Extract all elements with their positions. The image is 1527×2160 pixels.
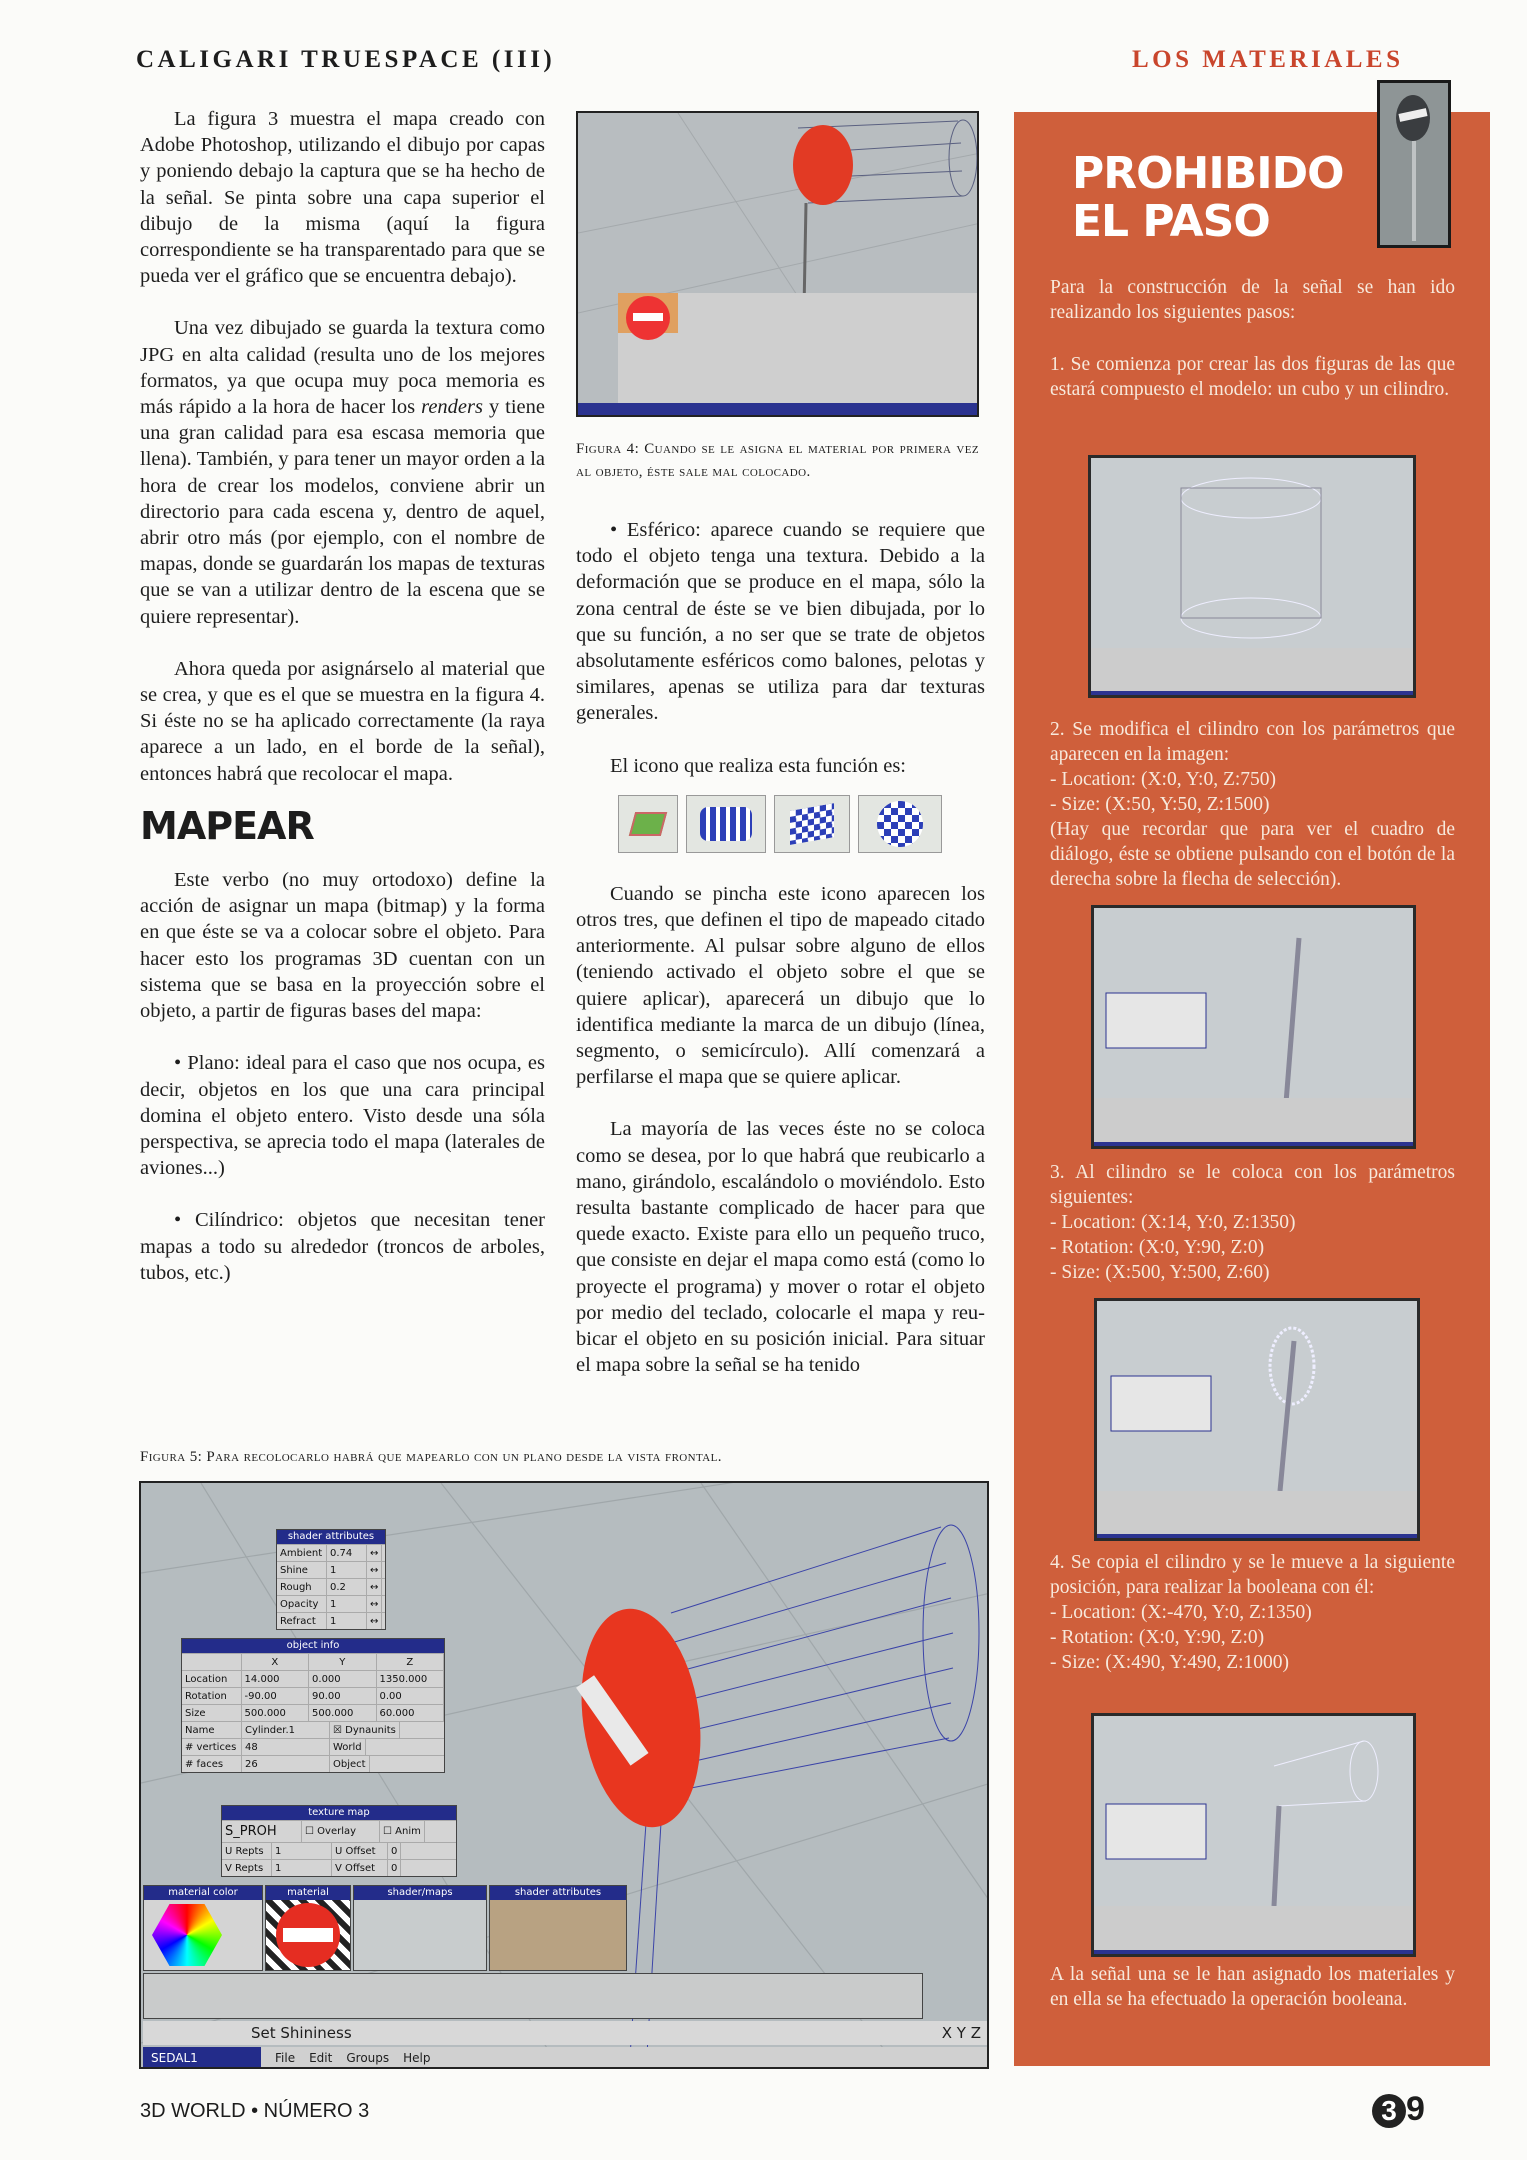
- v-repts-label: V Repts: [222, 1860, 272, 1876]
- refract-value[interactable]: 1: [327, 1613, 367, 1629]
- size-x[interactable]: 500.000: [242, 1705, 309, 1721]
- faces-value: 26: [242, 1756, 330, 1772]
- sidebar-title: [1072, 150, 1344, 246]
- figure-4-image: [576, 111, 979, 417]
- menu-help[interactable]: Help: [403, 2051, 431, 2065]
- sidebar-step-4: [1050, 1550, 1455, 1675]
- paragraph: [140, 315, 545, 629]
- mapping-icons: [618, 795, 985, 853]
- page-number: [1372, 2090, 1425, 2129]
- object-label: Object: [330, 1756, 370, 1772]
- step-param: - Location: (X:-470, Y:0, Z:1350): [1050, 1602, 1312, 1623]
- menu-groups[interactable]: Groups: [346, 2051, 390, 2065]
- name-label: Name: [182, 1722, 242, 1738]
- page-number-circled-digit: 3: [1372, 2094, 1406, 2128]
- sidebar-figure-2: [1091, 905, 1416, 1149]
- anim-label: Anim: [395, 1826, 421, 1837]
- material-panel: [265, 1885, 351, 1971]
- shader-attributes-swatches: [489, 1885, 627, 1971]
- slider-icon[interactable]: ↔: [367, 1579, 382, 1595]
- slider-icon[interactable]: ↔: [367, 1545, 382, 1561]
- cube-map-icon[interactable]: [774, 795, 850, 853]
- bullet-cilindrico: • Cilíndrico: objetos que necesitan tener mapas a todo su alrededor (troncos de arboles, tubos, etc.): [140, 1209, 545, 1284]
- section-heading: MAPEAR: [140, 803, 314, 848]
- toolbar[interactable]: [143, 1973, 923, 2019]
- panel-title: shader/maps: [354, 1886, 486, 1900]
- rotation-label: Rotation: [182, 1688, 242, 1704]
- title-line: EL PASO: [1072, 196, 1270, 247]
- object-info-panel: [181, 1638, 445, 1773]
- col-y: Y: [309, 1654, 376, 1670]
- size-z[interactable]: 60.000: [377, 1705, 444, 1721]
- paragraph: La mayoría de las veces éste no se coloca como se desea, por lo que habrá que reubicarlo a mano, girándolo, escalándolo o moviéndolo. Esto resulta bastante complicado de hacer para que quede exacto. Existe para ello un pequeño truco, que consiste en dejar el mapa como está (como lo proyecte el programa) y mover o rotar el objeto por medio del teclado, colocarle el mapa y reubicar el objeto en su posición inicial. Para situar el mapa sobre la señal se ha tenido: [576, 1118, 985, 1377]
- paragraph: Ahora queda por asignárselo al material que se crea, y que es el que se muestra en la figura 4. Si éste no se ha aplicado correctamente (la raya aparece a un lado, en el borde de la señal), entonces habrá que recolocar el mapa.: [140, 657, 545, 785]
- paragraph: El icono que realiza esta función es:: [610, 754, 906, 777]
- axis-toggle[interactable]: X Y Z: [941, 2024, 981, 2042]
- title-line: PROHIBIDO: [1072, 148, 1344, 199]
- overlay-label: Overlay: [317, 1826, 357, 1837]
- menu-edit[interactable]: Edit: [309, 2051, 333, 2065]
- slider-icon[interactable]: ↔: [367, 1562, 382, 1578]
- overlay-checkbox[interactable]: ☐ Overlay: [302, 1821, 380, 1842]
- paragraph: La figura 3 muestra el mapa creado con Adobe Photoshop, utilizando el dibujo por capas y poniendo debajo la captura que se ha hecho de la señal. Se pinta sobre una capa superior el dibujo de la misma (aquí la figura correspondiente se ha transparentado para que se pueda ver el gráfico que se encuentra debajo).: [140, 108, 545, 288]
- panel-title: shader attributes: [277, 1530, 385, 1544]
- location-label: Location: [182, 1671, 242, 1687]
- menu-bar: [143, 2047, 987, 2069]
- step-text: 4. Se copia el cilindro y se le mueve a la siguiente posición, para realizar la booleana con él:: [1050, 1552, 1455, 1598]
- status-text: Set Shininess: [251, 2024, 352, 2042]
- vertices-value: 48: [242, 1739, 330, 1755]
- dynaunits-label: Dynaunits: [345, 1725, 396, 1736]
- panel-title: texture map: [222, 1806, 456, 1820]
- emphasis: renders: [421, 396, 483, 419]
- plane-map-icon[interactable]: [618, 795, 678, 853]
- shine-label: Shine: [277, 1562, 327, 1578]
- step-param: - Location: (X:0, Y:0, Z:750): [1050, 769, 1277, 790]
- middle-column: [576, 517, 985, 1404]
- u-repts-label: U Repts: [222, 1843, 272, 1859]
- step-param: - Size: (X:500, Y:500, Z:60): [1050, 1262, 1270, 1283]
- rotation-x[interactable]: -90.00: [242, 1688, 309, 1704]
- rotation-y[interactable]: 90.00: [309, 1688, 376, 1704]
- sidebar-outro: A la señal una se le han asignado los materiales y en ella se ha efectuado la operación booleana.: [1050, 1964, 1455, 2010]
- opacity-label: Opacity: [277, 1596, 327, 1612]
- paragraph: Cuando se pincha este icono aparecen los otros tres, que definen el tipo de mapeado citado anteriormente. Al pulsar sobre alguno de ellos (teniendo activado el objeto sobre el que se quiere aplicar), aparecerá un dibujo que lo identifica mediante la marca de un dibujo (línea, segmento, o semicírculo). Allí comenzará a perfilarse el mapa que se quiere aplicar.: [576, 882, 985, 1089]
- col-z: Z: [377, 1654, 444, 1670]
- v-offset-label: V Offset: [332, 1860, 388, 1876]
- sidebar-figure-1: [1088, 455, 1416, 698]
- step-text: 3. Al cilindro se le coloca con los parámetros siguientes:: [1050, 1162, 1455, 1208]
- u-offset-label: U Offset: [332, 1843, 388, 1859]
- shine-value[interactable]: 1: [327, 1562, 367, 1578]
- color-wheel[interactable]: [152, 1904, 222, 1966]
- size-y[interactable]: 500.000: [309, 1705, 376, 1721]
- figure-4-caption: Figura 4: Cuando se le asigna el material por primera vez al objeto, éste sale mal colocado.: [576, 441, 979, 480]
- u-repts-value[interactable]: 1: [272, 1843, 332, 1859]
- material-color-panel: [143, 1885, 263, 1971]
- footer-magazine: 3D WORLD • NÚMERO 3: [140, 2100, 370, 2122]
- ambient-value[interactable]: 0.74: [327, 1545, 367, 1561]
- shader-maps-panel: [353, 1885, 487, 1971]
- sidebar-figure-3: [1094, 1298, 1420, 1541]
- location-x[interactable]: 14.000: [242, 1671, 309, 1687]
- figure-5-caption: Figura 5: Para recolocarlo habrá que mapearlo con un plano desde la vista frontal.: [140, 1449, 722, 1465]
- figure-5-image: [139, 1481, 989, 2069]
- v-repts-value[interactable]: 1: [272, 1860, 332, 1876]
- text: y tiene una gran calidad para esa escasa memoria que llena). También, y para tener un mayor orden a la hora de crear los modelos, conviene abrir un directorio para cada escena y, dentro de aquel, abrir otro más (por ejemplo, con el nombre de mapas, donde se guardarán los mapas de texturas que se van a utilizar dentro de la escena que se quiere representar).: [140, 396, 546, 628]
- paragraph: Este verbo (no muy ortodoxo) define la acción de asignar un mapa (bitmap) y la forma en que éste se va a colocar sobre el objeto. Para hacer esto los programas 3D cuentan con un sistema que se basa en la proyección sobre el objeto, a partir de figuras bases del mapa:: [140, 869, 545, 1023]
- dynaunits-checkbox[interactable]: ☒ Dynaunits: [330, 1722, 400, 1738]
- sign-thumbnail: [1377, 80, 1451, 248]
- text: Una vez dibujado se guarda la textura como JPG en alta calidad (resulta uno de los mejores formatos, ya que ocupa muy poca memoria es más rápido a la hora de hacer los: [140, 317, 545, 419]
- size-label: Size: [182, 1705, 242, 1721]
- texture-name[interactable]: S_PROH: [222, 1821, 302, 1842]
- ambient-label: Ambient: [277, 1545, 327, 1561]
- panel-title: material color: [144, 1886, 262, 1900]
- panel-title: shader attributes: [490, 1886, 626, 1900]
- rough-value[interactable]: 0.2: [327, 1579, 367, 1595]
- sidebar-step-3: [1050, 1160, 1455, 1285]
- step-param: - Location: (X:14, Y:0, Z:1350): [1050, 1212, 1296, 1233]
- panel-title: object info: [182, 1639, 444, 1653]
- running-header-section: LOS MATERIALES: [1132, 46, 1404, 73]
- step-text: 2. Se modifica el cilindro con los parámetros que aparecen en la imagen:: [1050, 719, 1455, 765]
- bullet-esferico: • Esférico: aparece cuando se requiere que todo el objeto tenga una textura. Debido a la deformación que se produce en el mapa, sólo la zona central de éste se ve bien dibujada, por lo que su función, a no ser que se trate de objetos absolutamente esféricos como balones, pelotas y similares, apenas se utiliza para dar texturas generales.: [576, 519, 985, 725]
- sidebar-figure-4: [1091, 1713, 1416, 1957]
- vertices-label: # vertices: [182, 1739, 242, 1755]
- cylinder-map-icon[interactable]: [686, 795, 766, 853]
- texture-map-panel: [221, 1805, 457, 1877]
- rotation-z[interactable]: 0.00: [377, 1688, 444, 1704]
- refract-label: Refract: [277, 1613, 327, 1629]
- location-y[interactable]: 0.000: [309, 1671, 376, 1687]
- sidebar-step-2: [1050, 717, 1455, 892]
- step-param: - Rotation: (X:0, Y:90, Z:0): [1050, 1627, 1265, 1648]
- slider-icon[interactable]: ↔: [367, 1596, 382, 1612]
- rough-label: Rough: [277, 1579, 327, 1595]
- slider-icon[interactable]: ↔: [367, 1613, 382, 1629]
- sphere-map-icon[interactable]: [858, 795, 942, 853]
- shader-attributes-panel: [276, 1529, 386, 1630]
- u-offset-value[interactable]: 0: [388, 1843, 401, 1859]
- material-preview[interactable]: [276, 1903, 340, 1967]
- bullet-plano: • Plano: ideal para el caso que nos ocupa, es decir, objetos en los que una cara principal domina el objeto entero. Visto desde una sóla perspectiva, se aprecia todo el mapa (laterales de aviones...): [140, 1052, 545, 1180]
- step-note: (Hay que recordar que para ver el cuadro de diálogo, éste se obtiene pulsando con el botón de la derecha sobre la flecha de selección).: [1050, 819, 1455, 890]
- faces-label: # faces: [182, 1756, 242, 1772]
- page-number-digit: 9: [1406, 2090, 1425, 2128]
- scene-name: SEDAL1: [143, 2047, 261, 2069]
- sidebar-step-1: 1. Se comienza por crear las dos figuras de las que estará compuesto el modelo: un cubo y un cilindro.: [1050, 354, 1455, 400]
- running-header-title: CALIGARI TRUESPACE (III): [136, 46, 556, 73]
- step-param: - Rotation: (X:0, Y:90, Z:0): [1050, 1237, 1265, 1258]
- v-offset-value[interactable]: 0: [388, 1860, 401, 1876]
- name-field[interactable]: Cylinder.1: [242, 1722, 330, 1738]
- step-param: - Size: (X:50, Y:50, Z:1500): [1050, 794, 1270, 815]
- panel-title: material: [266, 1886, 350, 1900]
- left-column: [140, 106, 545, 1312]
- world-label: World: [330, 1739, 366, 1755]
- status-bar: [143, 2021, 987, 2045]
- menu-file[interactable]: File: [275, 2051, 296, 2065]
- figure-4-scene: [578, 113, 979, 417]
- location-z[interactable]: 1350.000: [377, 1671, 444, 1687]
- step-param: - Size: (X:490, Y:490, Z:1000): [1050, 1652, 1290, 1673]
- sidebar-intro: Para la construcción de la señal se han ido realizando los siguientes pasos:: [1050, 277, 1455, 323]
- anim-checkbox[interactable]: ☐ Anim: [380, 1821, 425, 1842]
- col-x: X: [242, 1654, 309, 1670]
- opacity-value[interactable]: 1: [327, 1596, 367, 1612]
